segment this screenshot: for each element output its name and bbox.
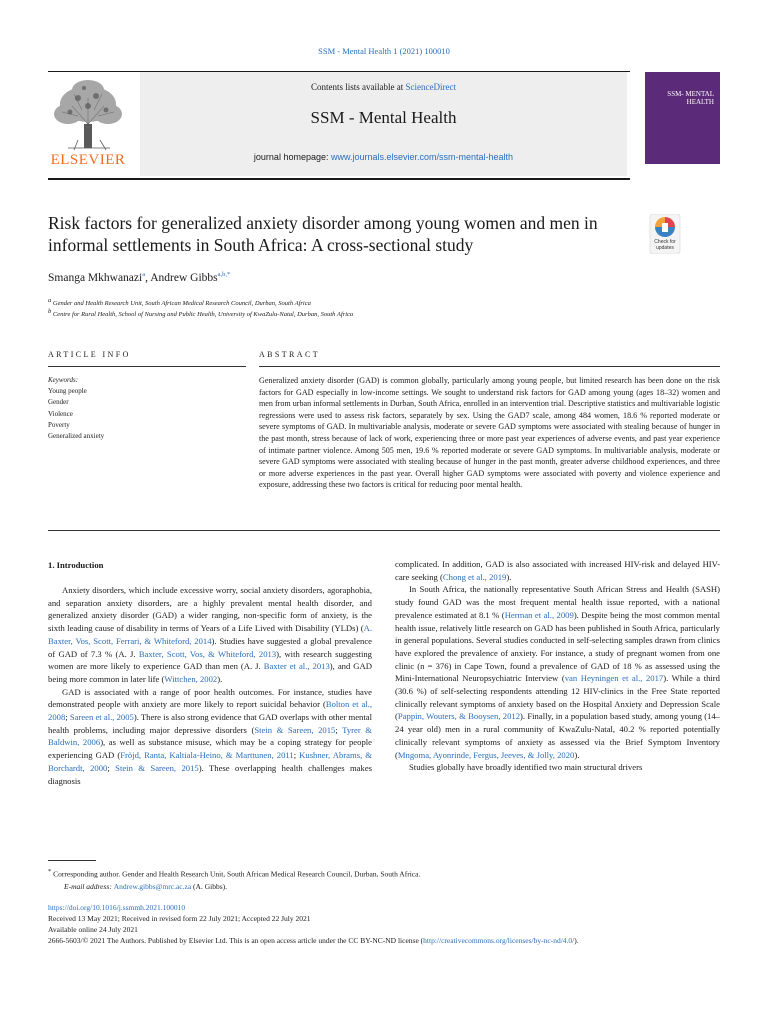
affiliation-text: Centre for Rural Health, School of Nursing and Public Health, University of KwaZulu-Natal, Durban, South Africa [52, 311, 354, 319]
journal-cover-thumbnail[interactable] [645, 72, 720, 164]
citation-link[interactable]: Stein & Sareen, 2015 [115, 762, 199, 773]
citation-link[interactable]: Chong et al., 2019 [442, 571, 507, 582]
author-name: Smanga Mkhwanazi [48, 271, 143, 284]
license-statement: 2666-5603/© 2021 The Authors. Published by Elsevier Ltd. This is an open access article under the CC BY-NC-ND license (http://creativecommons.org/licenses/by-nc-nd/4.0/). [48, 936, 579, 945]
homepage-prefix: journal homepage: [253, 152, 331, 162]
paragraph: In South Africa, the nationally representative South African Stress and Health (SASH) study found GAD was the most frequent mental health issue reported, with a national prevalence estimated at 8.1 % (Herman et al., 2009). Despite being the most common mental health issue, relatively little research on GAD has been published in South Africa, particularly in general populations. Several studies conducted in self-selecting samples drawn from clinics have explored the prevalence of anxiety. For instance, a study of pregnant women from one clinic (n = 376) in Cape Town, found a prevalence of GAD of 18 % as assessed using the Mini-International Neuropsychiatric Interview (van Heyningen et al., 2017). While a third (30.6 %) of self-selecting respondents attending 12 HIV-clinics in the Free State reported clinically relevant symptoms of anxiety based on the Hospital Anxiety and Depression Scale (Pappin, Wouters, & Booysen, 2012). Finally, in a population based study, among young (14–24 year old) men in a rural community of KwaZulu-Natal, 40.2 % reported potentially clinically relevant symptoms of anxiety as assessed via the Brief Symptom Inventory (Mngoma, Ayonrinde, Fergus, Jeeves, & Jolly, 2020). [395, 584, 720, 760]
sciencedirect-link[interactable]: ScienceDirect [405, 82, 456, 92]
author-affiliation-marker[interactable]: a [142, 271, 146, 278]
footnote-text-line: * Corresponding author. Gender and Health Research Unit, South African Medical Research Council, Durban, South Africa. [48, 868, 421, 879]
abstract-rule [259, 366, 720, 367]
author-separator: , [145, 271, 151, 284]
author-list [48, 271, 230, 284]
citation-link[interactable]: Bolton et al., 2008 [48, 699, 372, 723]
available-online: Available online 24 July 2021 [48, 925, 138, 934]
author-email-link[interactable]: Andrew.gibbs@mrc.ac.za [113, 881, 192, 891]
front-matter-end-rule [48, 530, 720, 531]
footnote-rule [48, 860, 96, 861]
article-title: Risk factors for generalized anxiety disorder among young women and men in informal settlements in South Africa: A cross-sectional study [48, 213, 598, 255]
keywords-label: Keywords: [48, 376, 79, 384]
citation-link[interactable]: Pappin, Wouters, & Booysen, 2012 [397, 711, 521, 722]
keyword: Generalized anxiety [48, 432, 105, 441]
footnote-email-line: E-mail address: Andrew.gibbs@mrc.ac.za (A. Gibbs). [64, 881, 227, 891]
article-info-heading: ARTICLE INFO [48, 350, 131, 359]
journal-header-box [140, 72, 627, 176]
paragraph: complicated. In addition, GAD is also associated with increased HIV-risk and delayed HIV-care seeking (Chong et al., 2019). [395, 559, 720, 582]
elsevier-wordmark: ELSEVIER [50, 152, 126, 168]
affiliation-b [48, 308, 353, 318]
keyword: Violence [48, 409, 73, 418]
affiliation-marker: b [48, 308, 52, 315]
citation-link[interactable]: van Heyningen et al., 2017 [564, 673, 664, 684]
corresponding-author-marker[interactable]: * [227, 271, 231, 278]
citation-link[interactable]: Baxter, Scott, Vos, & Whiteford, 2013 [138, 648, 277, 659]
paragraph: Anxiety disorders, which include excessive worry, social anxiety disorders, agoraphobia, and separation anxiety disorders, are a highly prevalent mental health disorder, and generalized anxiety disorder (GAD) a wider ranging, non-specific form of anxiety, is the sixth leading cause of disability in terms of Years of a Life Lived with Disability (YLDs) (A. Baxter, Vos, Scott, Ferrari, & Whiteford, 2014). Studies have suggested a global prevalence of GAD of 7.3 % (A. J. Baxter, Scott, Vos, & Whiteford, 2013), with research suggesting women are more likely to experience GAD than men (A. J. Baxter et al., 2013), and GAD being more common in later life (Wittchen, 2002). [48, 585, 372, 684]
journal-homepage-line [140, 152, 627, 162]
keywords-block [48, 375, 104, 442]
received-dates: Received 13 May 2021; Received in revised form 22 July 2021; Accepted 22 July 2021 [48, 914, 311, 923]
footnote-marker: * [48, 868, 52, 875]
contents-available-line [140, 82, 627, 92]
citation-link[interactable]: Sareen et al., 2005 [69, 712, 134, 723]
author-name: Andrew Gibbs [150, 271, 218, 284]
affiliation-a [48, 297, 311, 307]
journal-title: SSM - Mental Health [310, 108, 457, 127]
license-link[interactable]: http://creativecommons.org/licenses/by-nc-nd/4.0/ [423, 936, 575, 945]
journal-citation-line[interactable]: SSM - Mental Health 1 (2021) 100010 [318, 46, 450, 56]
corresponding-author-footnote [48, 866, 720, 893]
keyword: Young people [48, 387, 87, 396]
affiliation-markers[interactable]: a,b, [217, 271, 228, 278]
citation-link[interactable]: Stein & Sareen, 2015 [254, 724, 336, 735]
citation-link[interactable]: Herman et al., 2009 [504, 609, 574, 620]
article-metadata [48, 902, 720, 946]
citation-link[interactable]: A. Baxter, Vos, Scott, Ferrari, & Whiteford, 2014 [48, 623, 372, 646]
citation-link[interactable]: Baxter et al., 2013 [263, 661, 330, 672]
affiliation-marker: a [48, 297, 52, 304]
contents-prefix: Contents lists available at [311, 82, 406, 92]
paragraph: GAD is associated with a range of poor health outcomes. For instance, studies have demonstrated people with anxiety are more likely to report suicidal behavior (Bolton et al., 2008; Sareen et al., 2005). There is also strong evidence that GAD overlaps with other mental health problems, including major depressive disorders (Stein & Sareen, 2015; Tyrer & Baldwin, 2006), as well as substance misuse, which may be a coping strategy for people experiencing GAD (Fröjd, Ranta, Kaltiala-Heino, & Marttunen, 2011; Kushner, Abrams, & Borchardt, 2000; Stein & Sareen, 2015). These overlapping health challenges makes diagnosis [48, 686, 373, 786]
crossmark-label: Check for updates [654, 239, 676, 251]
body-column-left [48, 584, 372, 787]
cover-title: SSM- MENTAL HEALTH [667, 90, 714, 106]
keyword: Poverty [48, 420, 70, 429]
keyword: Gender [48, 398, 69, 407]
email-label: E-mail address: [64, 881, 114, 891]
citation-link[interactable]: Wittchen, 2002 [164, 673, 218, 684]
journal-homepage-link[interactable]: www.journals.elsevier.com/ssm-mental-health [330, 152, 514, 162]
header-bottom-rule [48, 178, 630, 180]
abstract-text: Generalized anxiety disorder (GAD) is common globally, particularly among young people, but limited research has been done on the risk factors for GAD especially in low-income settings. We sought to understand risk factors for GAD among young (ages 18–32) women and men from urban informal settlements in Durban, South Africa, enrolled in an intervention trial. Descriptive statistics and multivariable logistic regressions were used to assess risk factors, separately by sex. Using the GAD7 scale, among 484 women, 18.6 % reported moderate or severe symptoms of GAD. In multivariable analysis, moderate or severe GAD symptoms were associated with stealing because of hunger in the past month, stress because of lack of work, experiencing three or more past year experiences of adverse events, and past year experience of intimate partner violence. Among 505 men, 19.6 % reported moderate or severe GAD symptoms. In multivariable analysis, moderate or severe GAD symptoms were associated with stealing because of hunger in the past month, greater adverse childhood experiences, and three or more adverse experiences in the past year. Overall higher GAD symptoms were associated with poverty and violence experience and exposure, addressing these two factors is critical for reducing poor mental health. [259, 376, 721, 490]
doi-link[interactable]: https://doi.org/10.1016/j.ssmmh.2021.100010 [48, 903, 186, 912]
author-affiliation-marker[interactable] [218, 271, 231, 278]
section-heading-introduction: 1. Introduction [48, 560, 104, 570]
article-info-rule [48, 366, 246, 367]
citation-link[interactable]: Kushner, Abrams, & Borchardt, 2000 [48, 750, 372, 773]
abstract-heading: ABSTRACT [259, 350, 320, 359]
citation-link[interactable]: Mngoma, Ayonrinde, Fergus, Jeeves, & Jolly, 2020 [397, 749, 575, 760]
citation-link[interactable]: Tyrer & Baldwin, 2006 [48, 724, 372, 748]
body-column-right [395, 558, 720, 774]
paragraph: Studies globally have broadly identified two main structural drivers [409, 762, 643, 773]
affiliation-text: Gender and Health Research Unit, South African Medical Research Council, Durban, South Africa [52, 300, 311, 308]
citation-link[interactable]: Fröjd, Ranta, Kaltiala-Heino, & Marttunen, 2011 [120, 750, 294, 761]
